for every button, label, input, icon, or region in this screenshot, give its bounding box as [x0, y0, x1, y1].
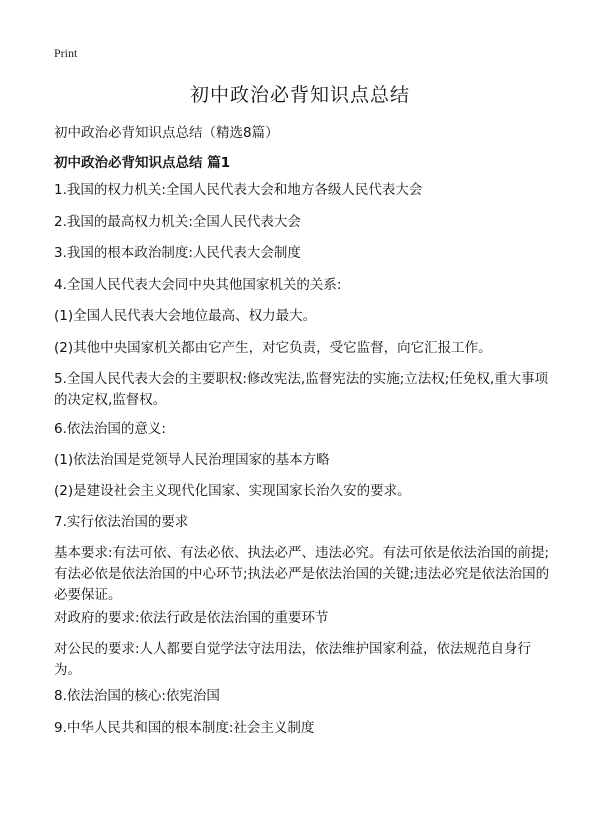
paragraph-subitem-4-2: (2)其他中央国家机关都由它产生，对它负责，受它监督，向它汇报工作。 — [54, 340, 492, 356]
paragraph-subitem-4-1: (1)全国人民代表大会地位最高、权力最大。 — [54, 308, 317, 324]
paragraph-item-1: 1.我国的权力机关:全国人民代表大会和地方各级人民代表大会 — [54, 182, 423, 198]
section-heading: 初中政治必背知识点总结 篇1 — [54, 155, 231, 171]
paragraph-government-requirements: 对政府的要求:依法行政是依法治国的重要环节 — [54, 610, 329, 626]
paragraph-item-6: 6.依法治国的意义: — [54, 421, 166, 437]
paragraph-item-8: 8.依法治国的核心:依宪治国 — [54, 688, 220, 704]
document-title: 初中政治必背知识点总结 — [189, 84, 410, 106]
paragraph-subitem-6-2: (2)是建设社会主义现代化国家、实现国家长治久安的要求。 — [54, 483, 411, 499]
paragraph-subitem-6-1: (1)依法治国是党领导人民治理国家的基本方略 — [54, 452, 330, 468]
paragraph-citizen-requirements: 对公民的要求:人人都要自觉学法守法用法，依法维护国家利益，依法规范自身行为。 — [54, 641, 532, 678]
paragraph-item-3: 3.我国的根本政治制度:人民代表大会制度 — [54, 245, 301, 261]
paragraph-basic-requirements: 基本要求:有法可依、有法必依、执法必严、违法必究。有法可依是依法治国的前提;有法必依是依法治国的中心环节;执法必严是依法治国的关键;违法必究是依法治国的必要保证。 — [54, 545, 550, 603]
paragraph-item-5: 5.全国人民代表大会的主要职权:修改宪法,监督宪法的实施;立法权;任免权,重大事项的决定权,监督权。 — [54, 371, 549, 408]
paragraph-item-9: 9.中华人民共和国的根本制度:社会主义制度 — [54, 720, 315, 736]
paragraph-item-2: 2.我国的最高权力机关:全国人民代表大会 — [54, 214, 301, 230]
print-label: Print — [54, 46, 78, 60]
document-subtitle: 初中政治必背知识点总结（精选8篇） — [54, 125, 279, 141]
paragraph-item-4: 4.全国人民代表大会同中央其他国家机关的关系: — [54, 277, 342, 293]
paragraph-item-7: 7.实行依法治国的要求 — [54, 514, 189, 530]
